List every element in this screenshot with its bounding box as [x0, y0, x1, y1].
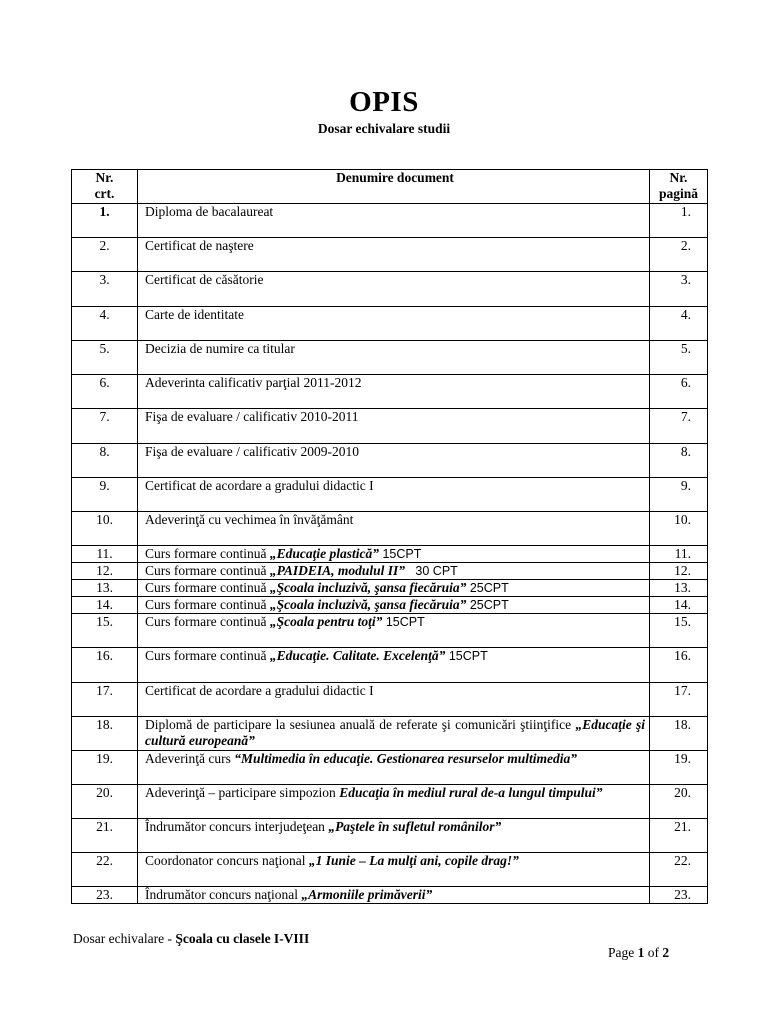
row-number: 14.	[72, 597, 138, 614]
table-row	[72, 341, 708, 375]
row-page: 23.	[650, 887, 708, 904]
row-number: 13.	[72, 580, 138, 597]
header-nr-label: Nr.	[95, 170, 114, 185]
header-nr-crt	[72, 170, 138, 204]
row-page: 15.	[650, 614, 708, 648]
table-row	[72, 563, 708, 580]
table-row	[72, 648, 708, 683]
document-text: Diplomă de participare la sesiunea anuală de referate şi comunicări ştiinţifice	[145, 717, 576, 732]
document-title-emphasis: „Educaţie şi cultură europeană”	[145, 717, 645, 748]
row-page: 9.	[650, 478, 708, 512]
document-text: Coordonator concurs naţional	[145, 853, 309, 868]
row-document	[138, 512, 650, 546]
table-row	[72, 238, 708, 272]
table-row	[72, 307, 708, 341]
row-page: 10.	[650, 512, 708, 546]
table-row	[72, 478, 708, 512]
document-text: Certificat de acordare a gradului didactic I	[145, 478, 374, 493]
row-page: 6.	[650, 375, 708, 409]
document-text: Îndrumător concurs interjudeţean	[145, 819, 329, 834]
document-text: Decizia de numire ca titular	[145, 341, 295, 356]
row-document	[138, 546, 650, 563]
table-row	[72, 444, 708, 478]
row-number: 11.	[72, 546, 138, 563]
header-page	[650, 170, 708, 204]
row-document	[138, 597, 650, 614]
row-number: 8.	[72, 444, 138, 478]
page-total: 2	[662, 945, 670, 960]
table-row	[72, 785, 708, 819]
row-number: 9.	[72, 478, 138, 512]
document-text: Îndrumător concurs naţional	[145, 887, 302, 902]
document-title: OPIS	[349, 86, 419, 118]
document-text: Carte de identitate	[145, 307, 244, 322]
row-number: 19.	[72, 751, 138, 785]
row-document	[138, 444, 650, 478]
row-document	[138, 887, 650, 904]
row-document	[138, 648, 650, 683]
row-number: 22.	[72, 853, 138, 887]
document-text: Curs formare continuă	[145, 648, 270, 663]
header-document: Denumire document	[138, 170, 650, 204]
header-crt-label: crt.	[94, 186, 115, 201]
document-text: Certificat de naştere	[145, 238, 254, 253]
row-document	[138, 478, 650, 512]
document-text: Fişa de evaluare / calificativ 2010-2011	[145, 409, 359, 424]
document-text: Fişa de evaluare / calificativ 2009-2010	[145, 444, 360, 459]
document-text: Adeverinţă cu vechimea în învăţământ	[145, 512, 354, 527]
row-page: 8.	[650, 444, 708, 478]
document-title-emphasis: „Educaţie. Calitate. Excelenţă”	[269, 648, 446, 663]
row-document	[138, 751, 650, 785]
row-page: 13.	[650, 580, 708, 597]
row-document	[138, 375, 650, 409]
document-text: Adeverinţă curs	[145, 751, 235, 766]
page-current: 1	[637, 945, 645, 960]
document-title-emphasis: „Armoniile primăverii”	[301, 887, 433, 902]
row-number: 16.	[72, 648, 138, 683]
page-word: Page	[608, 945, 638, 960]
row-page: 16.	[650, 648, 708, 683]
document-text: Curs formare continuă	[145, 563, 270, 578]
row-number: 15.	[72, 614, 138, 648]
row-document	[138, 614, 650, 648]
row-page: 7.	[650, 409, 708, 444]
row-number: 12.	[72, 563, 138, 580]
row-page: 2.	[650, 238, 708, 272]
document-title-emphasis: „Şcoala incluzivă, şansa fiecăruia”	[269, 580, 467, 595]
row-page: 19.	[650, 751, 708, 785]
document-title-emphasis: „Paştele în sufletul românilor”	[328, 819, 502, 834]
row-number: 6.	[72, 375, 138, 409]
row-page: 11.	[650, 546, 708, 563]
document-text: Certificat de căsătorie	[145, 272, 264, 287]
row-number: 3.	[72, 272, 138, 307]
row-document	[138, 409, 650, 444]
table-row	[72, 751, 708, 785]
document-credits: 25CPT	[466, 598, 509, 612]
row-number: 10.	[72, 512, 138, 546]
footer-school	[73, 931, 309, 947]
table-row	[72, 409, 708, 444]
table-row	[72, 614, 708, 648]
row-document	[138, 785, 650, 819]
row-document	[138, 272, 650, 307]
document-credits: 30 CPT	[405, 564, 458, 578]
row-number: 17.	[72, 683, 138, 717]
document-title-emphasis: „Educaţie plastică”	[269, 546, 379, 561]
row-number: 2.	[72, 238, 138, 272]
document-title-emphasis: „Şcoala incluzivă, şansa fiecăruia”	[269, 597, 467, 612]
page-of: of	[644, 945, 663, 960]
header-page-label: pagină	[658, 186, 699, 201]
row-number: 23.	[72, 887, 138, 904]
row-page: 5.	[650, 341, 708, 375]
document-text: Adeverinţă – participare simpozion	[145, 785, 340, 800]
document-title-emphasis: „Şcoala pentru toţi”	[269, 614, 383, 629]
row-number: 1.	[72, 204, 138, 238]
table-row	[72, 375, 708, 409]
footer-prefix: Dosar echivalare -	[73, 931, 176, 946]
document-title-emphasis: „PAIDEIA, modulul II”	[269, 563, 406, 578]
row-document	[138, 204, 650, 238]
row-document	[138, 238, 650, 272]
row-document	[138, 563, 650, 580]
page-number	[608, 945, 669, 961]
row-page: 21.	[650, 819, 708, 853]
row-page: 18.	[650, 717, 708, 751]
table-row	[72, 272, 708, 307]
row-document	[138, 853, 650, 887]
row-number: 21.	[72, 819, 138, 853]
row-page: 14.	[650, 597, 708, 614]
row-page: 12.	[650, 563, 708, 580]
row-document	[138, 819, 650, 853]
document-text: Curs formare continuă	[145, 546, 270, 561]
document-credits: 15CPT	[382, 615, 425, 629]
table-row	[72, 887, 708, 904]
table-row	[72, 683, 708, 717]
document-title-emphasis: „1 Iunie – La mulţi ani, copile drag!”	[308, 853, 519, 868]
table-row	[72, 204, 708, 238]
row-page: 3.	[650, 272, 708, 307]
row-document	[138, 683, 650, 717]
header-page-nr-label: Nr.	[669, 170, 688, 185]
document-credits: 25CPT	[466, 581, 509, 595]
table-row	[72, 546, 708, 563]
row-page: 20.	[650, 785, 708, 819]
row-page: 22.	[650, 853, 708, 887]
document-text: Curs formare continuă	[145, 614, 270, 629]
document-title-emphasis: “Multimedia în educaţie. Gestionarea resurselor multimedia”	[234, 751, 577, 766]
row-page: 4.	[650, 307, 708, 341]
table-row	[72, 512, 708, 546]
row-number: 7.	[72, 409, 138, 444]
row-number: 20.	[72, 785, 138, 819]
row-number: 18.	[72, 717, 138, 751]
row-document	[138, 341, 650, 375]
row-page: 17.	[650, 683, 708, 717]
document-title-emphasis: Educaţia în mediul rural de-a lungul timpului”	[339, 785, 603, 800]
row-number: 4.	[72, 307, 138, 341]
opis-table	[71, 169, 708, 904]
row-page: 1.	[650, 204, 708, 238]
table-row	[72, 580, 708, 597]
document-text: Diploma de bacalaureat	[145, 204, 274, 219]
document-credits: 15CPT	[445, 649, 488, 663]
table-row	[72, 853, 708, 887]
row-document	[138, 717, 650, 751]
document-subtitle: Dosar echivalare studii	[317, 121, 451, 136]
row-document	[138, 307, 650, 341]
document-text: Certificat de acordare a gradului didactic I	[145, 683, 374, 698]
document-text: Curs formare continuă	[145, 580, 270, 595]
row-number: 5.	[72, 341, 138, 375]
footer-school-name: Şcoala cu clasele I-VIII	[175, 931, 310, 946]
document-text: Adeverinta calificativ parţial 2011-2012	[145, 375, 362, 390]
table-row	[72, 819, 708, 853]
row-document	[138, 580, 650, 597]
table-header-row	[72, 170, 708, 204]
document-credits: 15CPT	[378, 547, 422, 561]
table-row	[72, 597, 708, 614]
table-row	[72, 717, 708, 751]
document-text: Curs formare continuă	[145, 597, 270, 612]
